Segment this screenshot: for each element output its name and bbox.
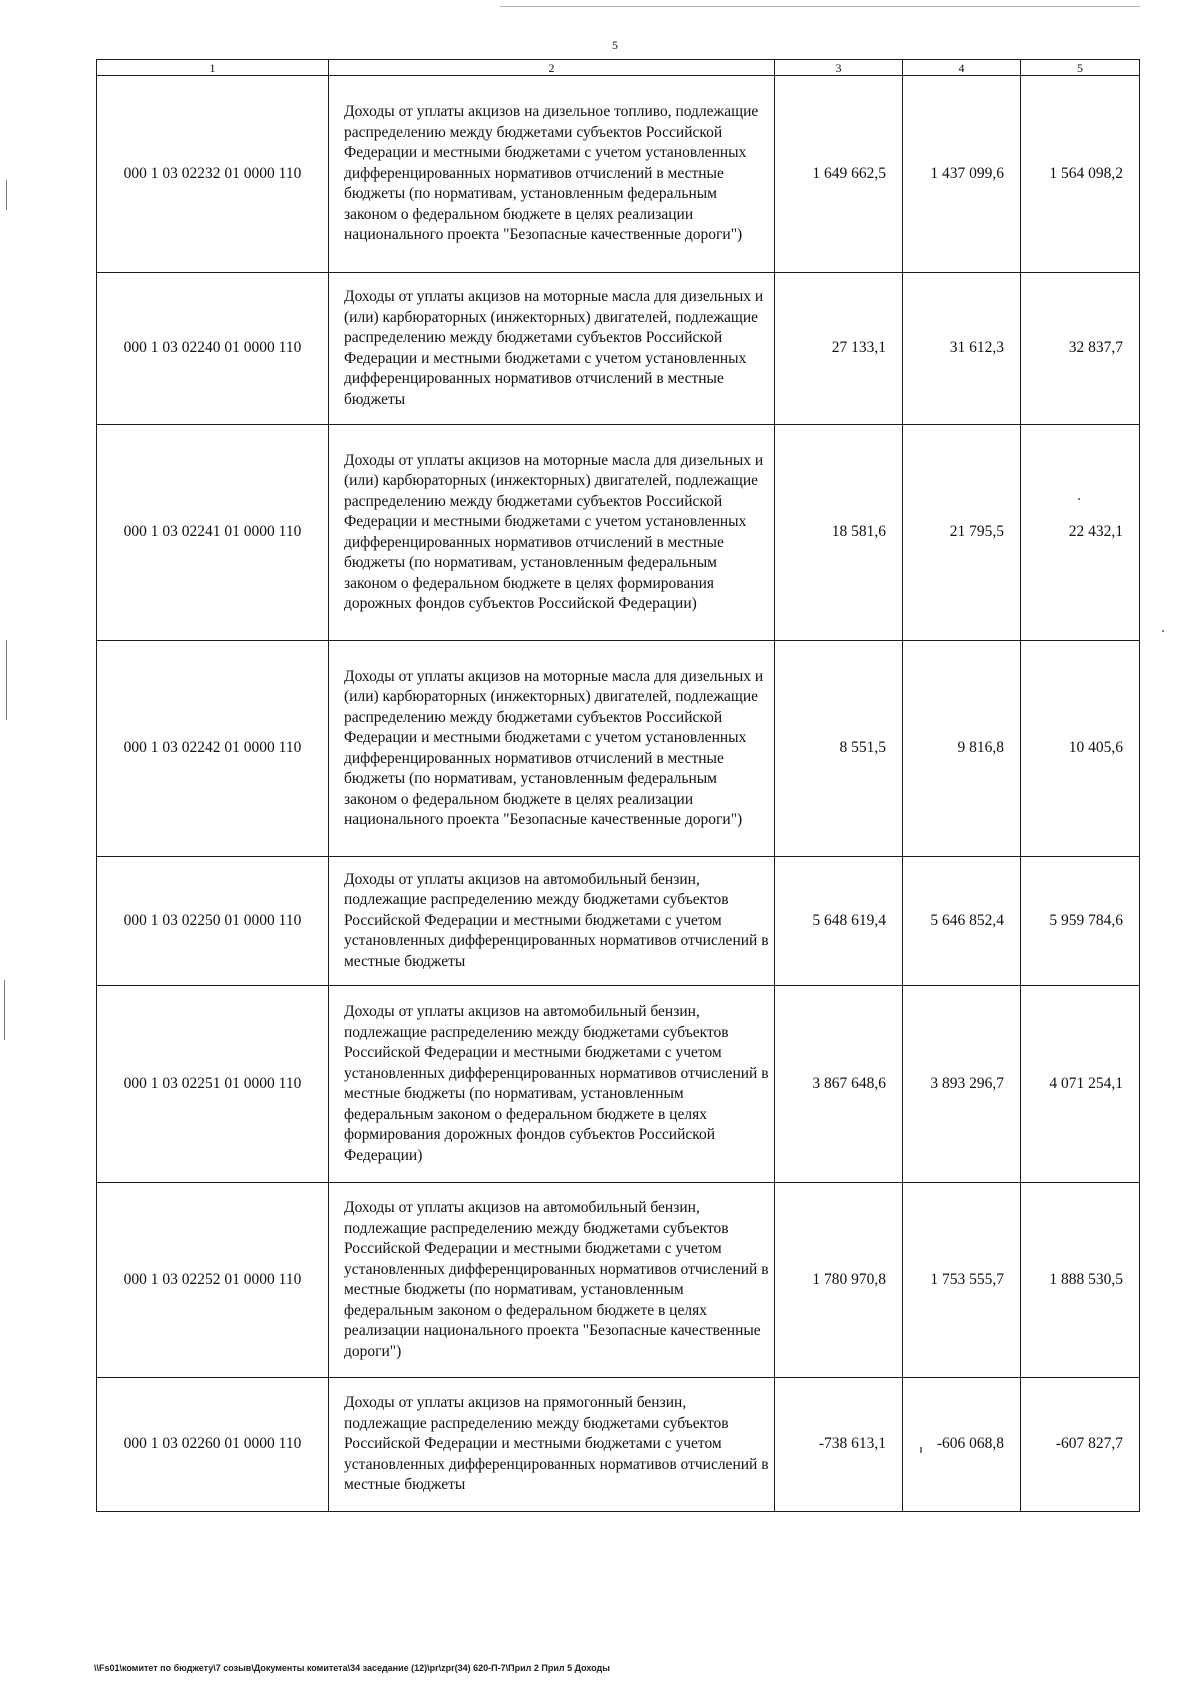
table-row xyxy=(97,425,1140,641)
scan-speck xyxy=(1162,630,1164,632)
budget-code-cell: 000 1 03 02241 01 0000 110 xyxy=(97,425,329,641)
amount-cell: 1 649 662,5 xyxy=(775,76,903,273)
amount-cell: 18 581,6 xyxy=(775,425,903,641)
amount-cell: 22 432,1 xyxy=(1021,425,1140,641)
column-header: 1 xyxy=(97,60,329,76)
budget-code-cell: 000 1 03 02240 01 0000 110 xyxy=(97,273,329,425)
amount-cell: 32 837,7 xyxy=(1021,273,1140,425)
description-cell: Доходы от уплаты акцизов на моторные масла для дизельных и (или) карбюраторных (инжекторных) двигателей, подлежащие распределению между бюджетами субъектов Российской Федерации и местными бюджетами с учетом установленных дифференцированных нормативов отчислений в местные бюджеты (по нормативам, установленным федеральным законом о федеральном бюджете в целях формирования дорожных фондов субъектов Российской Федерации) xyxy=(329,425,775,641)
amount-cell: 1 753 555,7 xyxy=(903,1183,1021,1378)
amount-cell: 1 780 970,8 xyxy=(775,1183,903,1378)
table-row xyxy=(97,1378,1140,1512)
amount-cell: 21 795,5 xyxy=(903,425,1021,641)
column-number-row xyxy=(97,60,1140,76)
budget-code-cell: 000 1 03 02242 01 0000 110 xyxy=(97,641,329,857)
table-row xyxy=(97,641,1140,857)
description-cell: Доходы от уплаты акцизов на автомобильный бензин, подлежащие распределению между бюджетами субъектов Российской Федерации и местными бюджетами с учетом установленных дифференцированных нормативов отчислений в местные бюджеты (по нормативам, установленным федеральным законом о федеральном бюджете в целях формирования дорожных фондов субъектов Российской Федерации) xyxy=(329,986,775,1183)
amount-cell: -738 613,1 xyxy=(775,1378,903,1512)
amount-cell: -606 068,8 xyxy=(903,1378,1021,1512)
table-row xyxy=(97,273,1140,425)
amount-cell: 3 867 648,6 xyxy=(775,986,903,1183)
scan-speck xyxy=(4,980,5,1040)
page-number: 5 xyxy=(612,38,618,52)
amount-cell: 31 612,3 xyxy=(903,273,1021,425)
table-row xyxy=(97,76,1140,273)
amount-cell: 5 646 852,4 xyxy=(903,857,1021,986)
table-row xyxy=(97,986,1140,1183)
amount-cell: 9 816,8 xyxy=(903,641,1021,857)
description-cell: Доходы от уплаты акцизов на прямогонный бензин, подлежащие распределению между бюджетами субъектов Российской Федерации и местными бюджетами с учетом установленных дифференцированных нормативов отчислений в местные бюджеты xyxy=(329,1378,775,1512)
table-row xyxy=(97,857,1140,986)
table-row xyxy=(97,1183,1140,1378)
amount-cell: 5 648 619,4 xyxy=(775,857,903,986)
amount-cell: 1 437 099,6 xyxy=(903,76,1021,273)
amount-cell: 1 564 098,2 xyxy=(1021,76,1140,273)
budget-code-cell: 000 1 03 02252 01 0000 110 xyxy=(97,1183,329,1378)
amount-cell: 5 959 784,6 xyxy=(1021,857,1140,986)
budget-code-cell: 000 1 03 02232 01 0000 110 xyxy=(97,76,329,273)
scan-speck xyxy=(920,1447,922,1453)
description-cell: Доходы от уплаты акцизов на моторные масла для дизельных и (или) карбюраторных (инжекторных) двигателей, подлежащие распределению между бюджетами субъектов Российской Федерации и местными бюджетами с учетом установленных дифференцированных нормативов отчислений в местные бюджеты (по нормативам, установленным федеральным законом о федеральном бюджете в целях реализации национального проекта "Безопасные качественные дороги") xyxy=(329,641,775,857)
scan-speck xyxy=(6,180,7,210)
amount-cell: -607 827,7 xyxy=(1021,1378,1140,1512)
amount-cell: 1 888 530,5 xyxy=(1021,1183,1140,1378)
amount-cell: 10 405,6 xyxy=(1021,641,1140,857)
scan-speck xyxy=(1078,498,1080,500)
budget-code-cell: 000 1 03 02251 01 0000 110 xyxy=(97,986,329,1183)
description-cell: Доходы от уплаты акцизов на моторные масла для дизельных и (или) карбюраторных (инжекторных) двигателей, подлежащие распределению между бюджетами субъектов Российской Федерации и местными бюджетами с учетом установленных дифференцированных нормативов отчислений в местные бюджеты xyxy=(329,273,775,425)
description-cell: Доходы от уплаты акцизов на автомобильный бензин, подлежащие распределению между бюджетами субъектов Российской Федерации и местными бюджетами с учетом установленных дифференцированных нормативов отчислений в местные бюджеты xyxy=(329,857,775,986)
budget-code-cell: 000 1 03 02250 01 0000 110 xyxy=(97,857,329,986)
description-cell: Доходы от уплаты акцизов на автомобильный бензин, подлежащие распределению между бюджетами субъектов Российской Федерации и местными бюджетами с учетом установленных дифференцированных нормативов отчислений в местные бюджеты (по нормативам, установленным федеральным законом о федеральном бюджете в целях реализации национального проекта "Безопасные качественные дороги") xyxy=(329,1183,775,1378)
amount-cell: 8 551,5 xyxy=(775,641,903,857)
amount-cell: 3 893 296,7 xyxy=(903,986,1021,1183)
amount-cell: 4 071 254,1 xyxy=(1021,986,1140,1183)
top-edge-rule xyxy=(500,6,1140,7)
revenue-table xyxy=(96,59,1140,1512)
amount-cell: 27 133,1 xyxy=(775,273,903,425)
file-path-footer: \\Fs01\комитет по бюджету\7 созыв\Документы комитета\34 заседание (12)\pr\zpr(34) 620-П-7\Прил 2 Прил 5 Доходы xyxy=(94,1663,610,1673)
column-header: 2 xyxy=(329,60,775,76)
scan-speck xyxy=(6,640,7,720)
description-cell: Доходы от уплаты акцизов на дизельное топливо, подлежащие распределению между бюджетами субъектов Российской Федерации и местными бюджетами с учетом установленных дифференцированных нормативов отчислений в местные бюджеты (по нормативам, установленным федеральным законом о федеральном бюджете в целях реализации национального проекта "Безопасные качественные дороги") xyxy=(329,76,775,273)
budget-code-cell: 000 1 03 02260 01 0000 110 xyxy=(97,1378,329,1512)
column-header: 5 xyxy=(1021,60,1140,76)
column-header: 4 xyxy=(903,60,1021,76)
column-header: 3 xyxy=(775,60,903,76)
